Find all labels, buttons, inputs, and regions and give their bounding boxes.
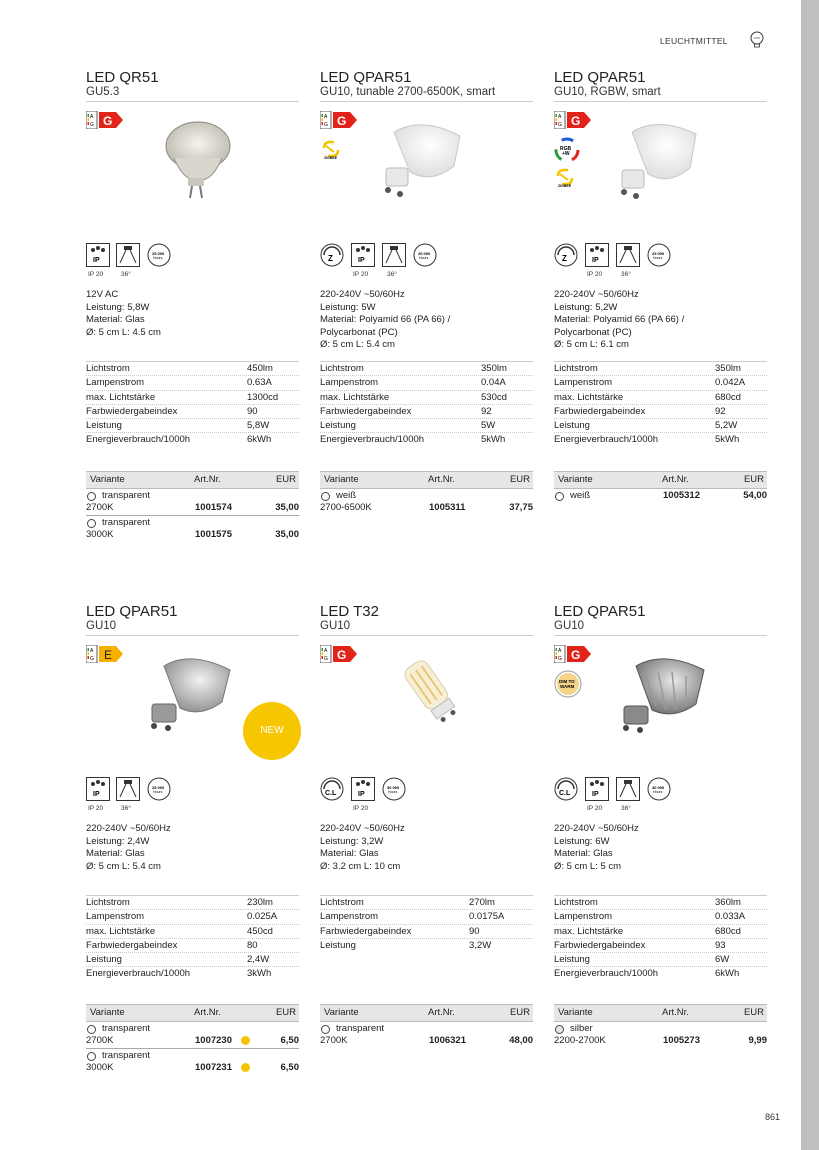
variant-table-header: Variante Art.Nr. EUR: [554, 471, 767, 489]
spec-line: 220-240V ~50/60Hz: [86, 823, 171, 834]
svg-text:G: G: [558, 656, 562, 662]
property-row: Lichtstrom 230lm: [86, 896, 299, 910]
new-dot-icon: [241, 1063, 250, 1072]
property-row: Lampenstrom 0.042A: [554, 376, 767, 390]
ip-icon: [351, 243, 375, 267]
variant-table: [320, 471, 533, 515]
svg-text:25 000: 25 000: [152, 251, 165, 256]
spec-lines: [86, 823, 171, 873]
product-card-5: [320, 603, 535, 662]
spec-line: Ø: 5 cm L: 5.4 cm: [86, 860, 161, 872]
svg-text:IP: IP: [358, 791, 365, 798]
angle-caption: 36°: [621, 271, 631, 278]
product-image: [374, 112, 470, 202]
ip-caption: IP 20: [353, 271, 369, 278]
spec-line: Ø: 5 cm L: 6.1 cm: [554, 339, 629, 350]
divider: [320, 635, 533, 636]
svg-text:A: A: [90, 114, 94, 120]
svg-text:Hours: Hours: [653, 790, 663, 794]
color-swatch-icon: [87, 492, 96, 501]
property-row: Leistung 6W: [554, 953, 767, 967]
energy-class: G: [571, 114, 581, 128]
property-row: Lichtstrom 360lm: [554, 896, 767, 910]
ip-icon: [86, 777, 110, 801]
energy-class: G: [103, 114, 113, 128]
property-row: Energieverbrauch/1000h 3kWh: [86, 968, 272, 980]
variant-table-header: Variante Art.Nr. EUR: [320, 1004, 533, 1022]
product-subtitle: GU10, tunable 2700-6500K, smart: [320, 86, 496, 98]
property-row: Farbwiedergabeindex 92: [554, 405, 767, 419]
svg-text:40 000: 40 000: [652, 785, 665, 790]
svg-text:+W: +W: [562, 151, 570, 157]
property-row: Lampenstrom 0.63A: [86, 376, 299, 390]
page-edge-tab: [801, 0, 819, 1150]
color-swatch-icon: [555, 1025, 564, 1034]
spec-line: Material: Glas: [86, 314, 145, 325]
variant-row[interactable]: weiß 1005312 54,00: [554, 489, 767, 503]
property-row: Energieverbrauch/1000h 6kWh: [86, 434, 272, 446]
product-card-4: [86, 603, 301, 662]
svg-text:C.L: C.L: [559, 790, 571, 797]
svg-text:25 000: 25 000: [152, 785, 165, 790]
variant-table: [86, 471, 299, 542]
product-card-1: [86, 69, 301, 128]
property-row: Energieverbrauch/1000h 5kWh: [554, 434, 740, 446]
svg-text:A: A: [324, 114, 328, 120]
svg-text:G: G: [324, 656, 328, 662]
property-row: Lampenstrom 0.033A: [554, 910, 767, 924]
divider: [554, 101, 767, 102]
divider: [86, 101, 299, 102]
product-title: LED QPAR51: [86, 603, 178, 620]
property-row: Lichtstrom 350lm: [554, 362, 767, 376]
variant-table: [320, 1004, 533, 1048]
lifetime-icon: [147, 777, 171, 801]
spec-line: Leistung: 5,2W: [554, 301, 618, 313]
svg-text:Hours: Hours: [153, 256, 163, 260]
variant-row[interactable]: transparent 2700K 1006321 48,00: [320, 1023, 533, 1046]
divider: [86, 635, 299, 636]
svg-text:A: A: [324, 648, 328, 654]
switch-dim-icon: [554, 243, 578, 267]
svg-text:Hours: Hours: [653, 256, 663, 260]
energy-label-icon: [554, 111, 594, 129]
variant-row[interactable]: transparent 2700K 1007230 6,50: [86, 1022, 299, 1049]
new-dot-icon: [241, 1036, 250, 1045]
lifetime-icon: [147, 243, 171, 267]
spec-line: Ø: 5 cm L: 5 cm: [554, 860, 622, 872]
svg-text:WARM: WARM: [560, 684, 575, 689]
divider: [554, 635, 767, 636]
product-title: LED QPAR51: [554, 69, 646, 86]
energy-label-icon: [86, 645, 126, 663]
color-swatch-icon: [87, 519, 96, 528]
property-row: Lichtstrom 270lm: [320, 896, 533, 910]
property-row: Leistung 5W: [320, 419, 533, 433]
spec-line: 220-240V ~50/60Hz: [554, 823, 639, 834]
spec-line: 220-240V ~50/60Hz: [554, 289, 639, 300]
svg-text:A: A: [558, 648, 562, 654]
spec-lines: [554, 823, 639, 873]
energy-label-icon: [320, 645, 360, 663]
product-title: LED T32: [320, 603, 379, 620]
properties-table: [86, 361, 299, 447]
spec-line: Ø: 3.2 cm L: 10 cm: [320, 860, 401, 872]
constant-light-icon: [320, 777, 344, 801]
ip-icon: [585, 777, 609, 801]
page-number: 861: [765, 1112, 781, 1122]
beam-angle-icon: [616, 777, 640, 801]
lifetime-icon: [413, 243, 437, 267]
lifetime-icon: [647, 243, 671, 267]
variant-table-header: Variante Art.Nr. EUR: [86, 471, 299, 489]
ip-icon: [585, 243, 609, 267]
svg-text:RGB: RGB: [560, 146, 572, 152]
beam-angle-icon: [616, 243, 640, 267]
product-image: [610, 112, 706, 204]
property-row: Lichtstrom 350lm: [320, 362, 533, 376]
product-image: [150, 118, 240, 200]
rgbw-icon: [554, 137, 580, 163]
svg-text:DIM TO: DIM TO: [559, 679, 575, 684]
svg-text:IP: IP: [358, 257, 365, 264]
spec-line: Leistung: 6W: [554, 835, 610, 847]
property-row: max. Lichtstärke 450cd: [86, 925, 299, 939]
energy-label-icon: [86, 111, 126, 129]
svg-text:G: G: [90, 656, 94, 662]
energy-class: G: [337, 114, 347, 128]
svg-text:Z: Z: [562, 254, 567, 263]
ip-caption: IP 20: [587, 805, 603, 812]
property-row: Energieverbrauch/1000h 6kWh: [554, 968, 740, 980]
properties-table: [554, 895, 767, 981]
switch-dim-icon: [320, 243, 344, 267]
variant-row[interactable]: transparent 2700K 1001574 35,00: [86, 489, 299, 516]
product-subtitle: GU10: [320, 620, 351, 632]
property-row: Lampenstrom 0.025A: [86, 910, 299, 924]
variant-row[interactable]: transparent 3000K 1001575 35,00: [86, 517, 299, 540]
svg-text:IP: IP: [93, 791, 100, 798]
constant-light-icon: [554, 777, 578, 801]
variant-table: [86, 1004, 299, 1075]
svg-text:IP: IP: [592, 791, 599, 798]
property-row: max. Lichtstärke 680cd: [554, 925, 767, 939]
spec-lines: [320, 289, 450, 352]
dim-to-warm-icon: [554, 670, 582, 698]
product-image: [612, 648, 712, 736]
variant-table: [554, 471, 767, 503]
ip-caption: IP 20: [88, 805, 104, 812]
svg-text:30 000: 30 000: [387, 785, 400, 790]
angle-caption: 36°: [121, 805, 131, 812]
property-row: Farbwiedergabeindex 80: [86, 939, 299, 953]
properties-table: [320, 895, 533, 952]
property-row: Farbwiedergabeindex 92: [320, 405, 533, 419]
svg-text:IP: IP: [592, 257, 599, 264]
spec-lines: [554, 289, 684, 352]
svg-text:Hours: Hours: [419, 256, 429, 260]
property-row: Leistung 2,4W: [86, 953, 299, 967]
spec-line: Material: Glas: [320, 848, 379, 859]
lifetime-icon: [382, 777, 406, 801]
spec-line: 220-240V ~50/60Hz: [320, 289, 405, 300]
angle-caption: 36°: [121, 271, 131, 278]
color-swatch-icon: [555, 492, 564, 501]
spec-line: Material: Polyamid 66 (PA 66) /: [320, 314, 451, 325]
spec-line: Ø: 5 cm L: 4.5 cm: [86, 326, 161, 338]
property-row: Leistung 5,2W: [554, 419, 767, 433]
product-image: [140, 648, 240, 732]
category-label: LEUCHTMITTEL: [660, 36, 728, 46]
property-row: Leistung 5,8W: [86, 419, 299, 433]
property-row: Lampenstrom 0.04A: [320, 376, 533, 390]
variant-table: [554, 1004, 767, 1048]
spec-line: Polycarbonat (PC): [320, 326, 398, 338]
product-title: LED QPAR51: [320, 69, 412, 86]
product-title: LED QR51: [86, 69, 159, 86]
zigbee-icon: [554, 166, 576, 188]
ip-caption: IP 20: [587, 271, 603, 278]
lightbulb-icon: [749, 31, 765, 49]
variant-row[interactable]: silber 2200-2700K 1005273 9,99: [554, 1023, 767, 1046]
ip-caption: IP 20: [88, 271, 104, 278]
property-row: Energieverbrauch/1000h 5kWh: [320, 434, 506, 446]
spec-line: 12V AC: [86, 289, 119, 300]
variant-table-header: Variante Art.Nr. EUR: [554, 1004, 767, 1022]
energy-class: E: [104, 648, 113, 662]
spec-line: Leistung: 2,4W: [86, 835, 150, 847]
svg-text:25 000: 25 000: [652, 251, 665, 256]
product-subtitle: GU10: [554, 620, 585, 632]
svg-text:Hours: Hours: [153, 790, 163, 794]
spec-line: Material: Glas: [554, 848, 613, 859]
spec-line: Leistung: 3,2W: [320, 835, 384, 847]
ip-icon: [351, 777, 375, 801]
property-row: max. Lichtstärke 530cd: [320, 391, 533, 405]
svg-text:A: A: [558, 114, 562, 120]
color-swatch-icon: [321, 492, 330, 501]
property-row: Farbwiedergabeindex 93: [554, 939, 767, 953]
product-card-2: [320, 69, 535, 128]
spec-line: Leistung: 5,8W: [86, 301, 150, 313]
property-row: max. Lichtstärke 680cd: [554, 391, 767, 405]
variant-row[interactable]: weiß 2700-6500K 1005311 37,75: [320, 490, 533, 513]
beam-angle-icon: [116, 243, 140, 267]
color-swatch-icon: [321, 1025, 330, 1034]
spec-line: Leistung: 5W: [320, 301, 376, 313]
spec-line: Material: Polyamid 66 (PA 66) /: [554, 314, 685, 325]
property-row: max. Lichtstärke 1300cd: [86, 391, 299, 405]
energy-class: G: [571, 648, 581, 662]
svg-text:ZIGBEE: ZIGBEE: [558, 184, 572, 188]
svg-text:G: G: [90, 122, 94, 128]
spec-lines: [320, 823, 405, 873]
property-row: Farbwiedergabeindex 90: [320, 925, 533, 939]
product-card-3: [554, 69, 769, 128]
properties-table: [554, 361, 767, 447]
svg-text:ZIGBEE: ZIGBEE: [324, 156, 338, 160]
svg-text:Z: Z: [328, 254, 333, 263]
energy-class: G: [337, 648, 347, 662]
lifetime-icon: [647, 777, 671, 801]
svg-text:25 000: 25 000: [418, 251, 431, 256]
svg-text:G: G: [324, 122, 328, 128]
spec-line: 220-240V ~50/60Hz: [320, 823, 405, 834]
angle-caption: 36°: [387, 271, 397, 278]
ip-icon: [86, 243, 110, 267]
properties-table: [320, 361, 533, 447]
product-image: [390, 656, 470, 728]
property-row: Leistung 3,2W: [320, 939, 492, 951]
product-title: LED QPAR51: [554, 603, 646, 620]
variant-row[interactable]: transparent 3000K 1007231 6,50: [86, 1050, 299, 1073]
spec-line: Material: Glas: [86, 848, 145, 859]
properties-table: [86, 895, 299, 981]
svg-text:Hours: Hours: [388, 790, 398, 794]
divider: [320, 101, 533, 102]
variant-table-header: Variante Art.Nr. EUR: [86, 1004, 299, 1022]
ip-caption: IP 20: [353, 805, 369, 812]
svg-text:IP: IP: [93, 257, 100, 264]
property-row: Farbwiedergabeindex 90: [86, 405, 299, 419]
color-swatch-icon: [87, 1025, 96, 1034]
spec-lines: [86, 289, 161, 339]
energy-label-icon: [554, 645, 594, 663]
svg-text:C.L: C.L: [325, 790, 337, 797]
property-row: Lampenstrom 0.0175A: [320, 910, 533, 924]
variant-table-header: Variante Art.Nr. EUR: [320, 471, 533, 489]
svg-text:A: A: [90, 648, 94, 654]
product-subtitle: GU10, RGBW, smart: [554, 86, 661, 98]
spec-line: Polycarbonat (PC): [554, 326, 632, 338]
energy-label-icon: [320, 111, 360, 129]
svg-text:G: G: [558, 122, 562, 128]
product-subtitle: GU10: [86, 620, 117, 632]
spec-line: Ø: 5 cm L: 5.4 cm: [320, 339, 395, 350]
color-swatch-icon: [87, 1052, 96, 1061]
angle-caption: 36°: [621, 805, 631, 812]
product-card-6: [554, 603, 769, 662]
beam-angle-icon: [116, 777, 140, 801]
zigbee-icon: [320, 138, 342, 160]
product-subtitle: GU5.3: [86, 86, 120, 98]
beam-angle-icon: [382, 243, 406, 267]
property-row: Lichtstrom 450lm: [86, 362, 299, 376]
new-badge: NEW: [243, 702, 301, 760]
